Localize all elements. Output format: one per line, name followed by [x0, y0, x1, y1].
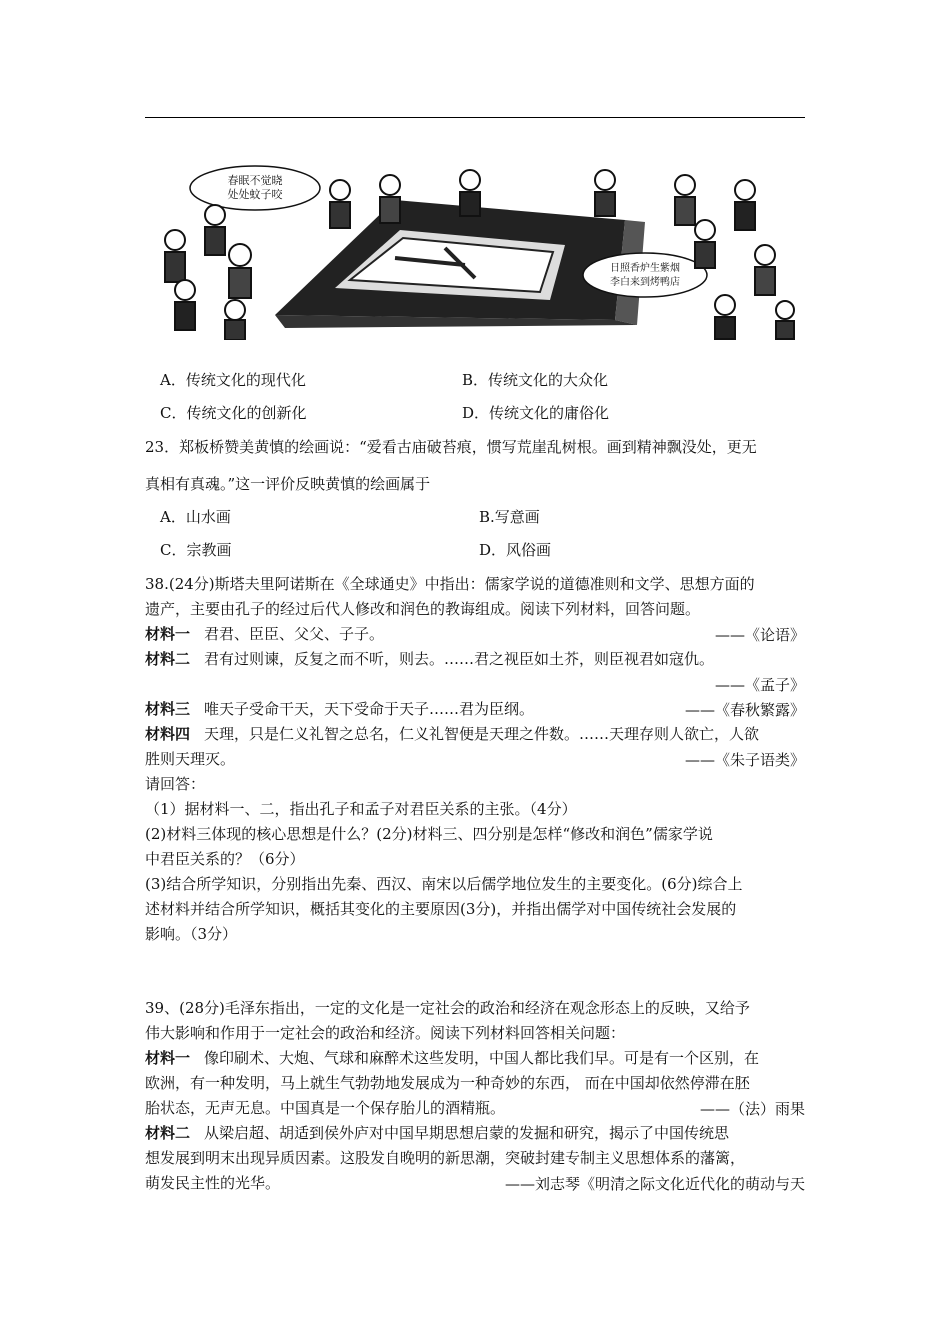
q38-m3-source: ——《春秋繁露》	[684, 701, 805, 719]
figure-icon	[225, 300, 245, 340]
bubble-right-line1: 日照香炉生紫烟	[610, 263, 680, 274]
q23-option-c: C．宗教画	[160, 541, 232, 559]
q22-option-b: B．传统文化的大众化	[462, 371, 609, 389]
q38-prompt: 请回答：	[145, 775, 206, 793]
material-text: 像印刷术、大炮、气球和麻醉术这些发明，中国人都比我们早。可是有一个区别，在	[204, 1049, 760, 1067]
material-text: 唯天子受命干天，天下受命于天子……君为臣纲。	[204, 700, 535, 718]
q38-intro-line1: 38.(24分)斯塔夫里阿诺斯在《全球通史》中指出：儒家学说的道德准则和文学、思想方面的	[145, 575, 755, 593]
q38-material-3	[145, 699, 534, 719]
q38-m4-source: ——《朱子语类》	[684, 751, 805, 769]
q38-question-3-line2: 述材料并结合所学知识，概括其变化的主要原因(3分)，并指出儒学对中国传统社会发展的	[145, 900, 737, 918]
q23-option-b: B.写意画	[479, 508, 540, 526]
q38-question-2-line2: 中君臣关系的？（6分）	[145, 850, 305, 868]
q39-m1-source: ——（法）雨果	[699, 1100, 805, 1118]
figure-icon	[776, 301, 794, 339]
q38-question-3-line1: (3)结合所学知识，分别指出先秦、西汉、南宋以后儒学地位发生的主要变化。(6分)综合上	[145, 875, 743, 893]
q39-m1-line2: 欧洲，有一种发明，马上就生气勃勃地发展成为一种奇妙的东西， 而在中国却依然停滞在胚	[145, 1074, 750, 1092]
material-label: 材料一	[145, 1049, 191, 1067]
q39-m2-line3: 萌发民主性的光华。	[145, 1174, 281, 1192]
material-label: 材料一	[145, 625, 191, 643]
figure-icon	[595, 170, 615, 216]
figure-icon	[330, 180, 350, 228]
q22-option-d: D．传统文化的庸俗化	[462, 404, 610, 422]
q22-option-c: C．传统文化的创新化	[160, 404, 307, 422]
q38-m2-source: ——《孟子》	[714, 676, 805, 694]
material-label: 材料二	[145, 1124, 191, 1142]
q39-intro-line2: 伟大影响和作用于一定社会的政治和经济。阅读下列材料回答相关问题：	[145, 1024, 626, 1042]
material-text: 从梁启超、胡适到侯外庐对中国早期思想启蒙的发掘和研究，揭示了中国传统思	[204, 1124, 730, 1142]
q38-m1-source: ——《论语》	[714, 626, 805, 644]
material-text: 君有过则谏，反复之而不听，则去。……君之视臣如土芥，则臣视君如寇仇。	[204, 650, 715, 668]
figure-icon	[675, 175, 695, 225]
material-label: 材料二	[145, 650, 191, 668]
q38-material-4	[145, 724, 759, 744]
speech-bubble-left	[190, 166, 320, 210]
material-label: 材料四	[145, 725, 191, 743]
q23-option-a: A．山水画	[160, 508, 231, 526]
q38-question-2-line1: (2)材料三体现的核心思想是什么？(2分)材料三、四分别是怎样“修改和润色”儒家学说	[145, 825, 713, 843]
figure-icon	[205, 205, 225, 255]
q39-material-2	[145, 1123, 729, 1143]
figure-icon	[695, 220, 715, 268]
q38-material-1	[145, 624, 384, 644]
bubble-right-line2: 李白来到烤鸭店	[610, 277, 680, 288]
q39-material-1	[145, 1048, 759, 1068]
q23-option-d: D．风俗画	[479, 541, 552, 559]
q39-m2-source: ——刘志琴《明清之际文化近代化的萌动与天	[504, 1175, 805, 1193]
q38-m4-line2: 胜则天理灭。	[145, 750, 236, 768]
q23-stem-line1: 23．郑板桥赞美黄慎的绘画说：“爱看古庙破苔痕，惯写荒崖乱树根。画到精神飘没处，更无	[145, 438, 757, 456]
q39-m1-line3: 胎状态，无声无息。中国真是一个保存胎儿的酒精瓶。	[145, 1099, 506, 1117]
q22-option-a: A．传统文化的现代化	[160, 371, 306, 389]
figure-icon	[735, 180, 755, 230]
bubble-left-line1: 春眠不觉晓	[227, 174, 283, 187]
q38-intro-line2: 遗产，主要由孔子的经过后代人修改和润色的教诲组成。阅读下列材料，回答问题。	[145, 600, 701, 618]
header-rule	[145, 117, 805, 118]
figure-icon	[460, 170, 480, 216]
figure-icon	[229, 244, 251, 298]
figure-icon	[165, 230, 185, 282]
q39-m2-line2: 想发展到明末出现异质因素。这股发自晚明的新思潮，突破封建专制主义思想体系的藩篱，	[145, 1149, 746, 1167]
material-text: 天理，只是仁义礼智之总名，仁义礼智便是天理之件数。……天理存则人欲亡，人欲	[204, 725, 760, 743]
figure-icon	[175, 280, 195, 330]
q39-intro-line1: 39、(28分)毛泽东指出，一定的文化是一定社会的政治和经济在观念形态上的反映，又给予	[145, 999, 750, 1017]
figure-icon	[380, 175, 400, 223]
figure-icon	[755, 245, 775, 295]
q23-stem-line2: 真相有真魂。”这一评价反映黄慎的绘画属于	[145, 475, 431, 493]
q38-question-1: （1）据材料一、二，指出孔子和孟子对君臣关系的主张。（4分）	[145, 800, 577, 818]
bubble-left-line2: 处处蚊子咬	[227, 188, 283, 201]
cartoon-illustration	[145, 160, 805, 340]
q38-material-2	[145, 649, 714, 669]
speech-bubble-right	[583, 253, 707, 297]
figure-icon	[715, 295, 735, 339]
q38-question-3-line3: 影响。（3分）	[145, 925, 238, 943]
material-text: 君君、臣臣、父父、子子。	[204, 625, 385, 643]
material-label: 材料三	[145, 700, 191, 718]
